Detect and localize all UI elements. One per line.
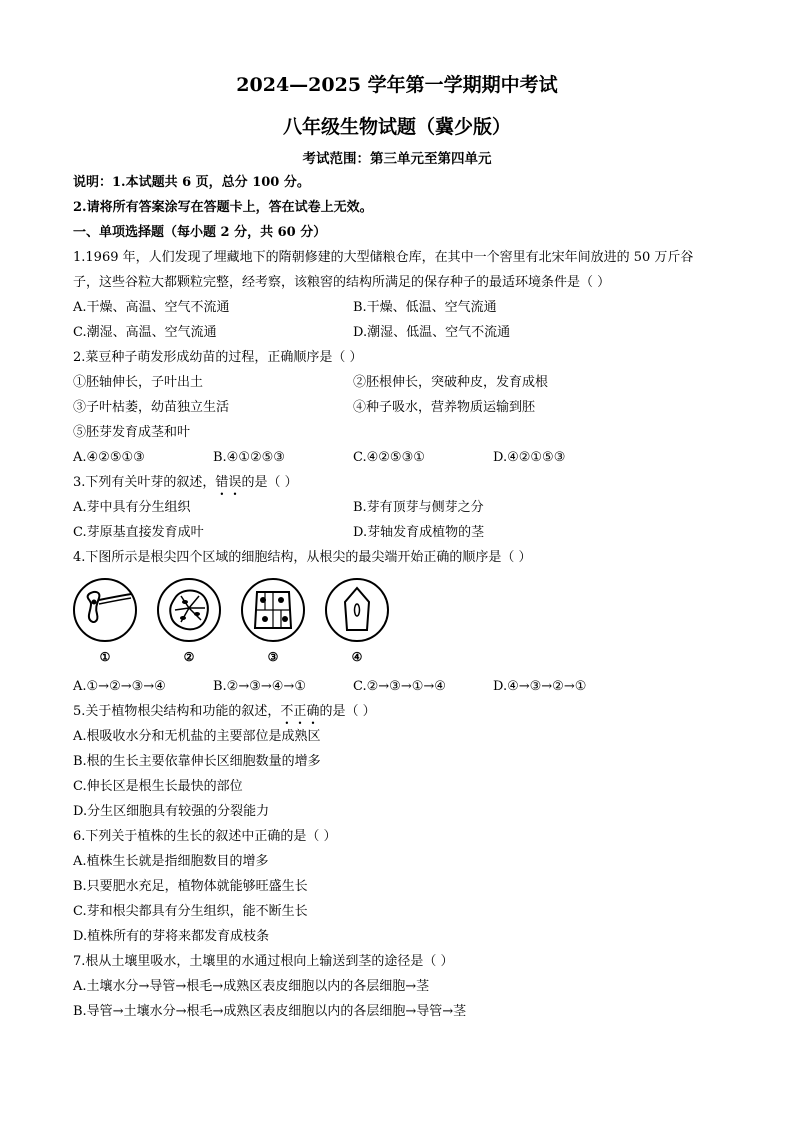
q5-stem [73, 703, 376, 721]
q5-stem-text: 5.关于植物根尖结构和功能的叙述， [73, 704, 281, 719]
emphasis-char: 不 [280, 704, 294, 719]
root-hair-cell-diagram [73, 578, 137, 642]
root-tip-cells-figure [73, 578, 393, 673]
q2-step-3: ③子叶枯萎，幼苗独立生活 [73, 400, 230, 415]
q1-option-d: D.潮湿、低温、空气不流通 [353, 325, 511, 340]
q3-option-b: B.芽有顶芽与侧芽之分 [353, 500, 484, 515]
section-heading: 一、单项选择题（每小题 2 分，共 60 分） [73, 225, 327, 240]
exam-subtitle: 八年级生物试题（冀少版） [282, 116, 511, 138]
q2-stem: 2.菜豆种子萌发形成幼苗的过程，正确顺序是（ ） [73, 350, 363, 365]
q4-stem: 4.下图所示是根尖四个区域的细胞结构，从根尖的最尖端开始正确的顺序是（ ） [73, 550, 532, 565]
q5-stem-text: 的是（ ） [319, 704, 376, 719]
elongation-cell-diagram [325, 578, 389, 642]
q1-option-b: B.干燥、低温、空气流通 [353, 300, 497, 315]
q2-step-1: ①胚轴伸长，子叶出土 [73, 375, 204, 390]
root-cap-cells-diagram [157, 578, 221, 642]
q6-stem: 6.下列关于植株的生长的叙述中正确的是（ ） [73, 829, 337, 844]
q1-stem-line2: 子，这些谷粒大都颗粒完整，经考察，该粮窖的结构所满足的保存种子的最适环境条件是（ ） [73, 275, 611, 290]
q6-option-d: D.植株所有的芽将来都发育成枝条 [73, 929, 270, 944]
q3-option-a: A.芽中具有分生组织 [73, 500, 191, 515]
note-2: 2.请将所有答案涂写在答题卡上，答在试卷上无效。 [73, 200, 373, 215]
emphasis-char: 误 [228, 475, 242, 490]
q5-option-a: A.根吸收水分和无机盐的主要部位是成熟区 [73, 729, 321, 744]
q7-option-a: A.土壤水分→导管→根毛→成熟区表皮细胞以内的各层细胞→茎 [73, 979, 430, 994]
q2-option-a: A.④②⑤①③ [73, 450, 145, 465]
q3-stem [73, 474, 298, 492]
exam-title: 2024—2025 学年第一学期期中考试 [236, 74, 558, 96]
q3-stem-text: 的是（ ） [241, 475, 298, 490]
q3-stem-text: 3.下列有关叶芽的叙述， [73, 475, 216, 490]
figure-label-4: ④ [351, 650, 363, 664]
q4-option-c: C.②→③→①→④ [353, 679, 446, 694]
meristem-cells-diagram [241, 578, 305, 642]
q4-option-a: A.①→②→③→④ [73, 679, 166, 694]
q1-stem-line1: 1.1969 年，人们发现了埋藏地下的隋朝修建的大型储粮仓库，在其中一个窖里有北宋年间放进的 50 万斤谷 [73, 250, 694, 265]
note-1: 说明：1.本试题共 6 页，总分 100 分。 [73, 175, 310, 190]
q5-option-c: C.伸长区是根生长最快的部位 [73, 779, 243, 794]
q2-step-5: ⑤胚芽发育成茎和叶 [73, 425, 191, 440]
q1-option-a: A.干燥、高温、空气不流通 [73, 300, 230, 315]
q2-step-4: ④种子吸水，营养物质运输到胚 [353, 400, 536, 415]
q4-option-d: D.④→③→②→① [493, 679, 587, 694]
emphasis-char: 错 [215, 475, 229, 490]
exam-scope: 考试范围：第三单元至第四单元 [302, 151, 492, 167]
q2-option-d: D.④②①⑤③ [493, 450, 566, 465]
q4-option-b: B.②→③→④→① [213, 679, 306, 694]
q6-option-b: B.只要肥水充足，植物体就能够旺盛生长 [73, 879, 308, 894]
figure-label-2: ② [183, 650, 195, 664]
q5-option-b: B.根的生长主要依靠伸长区细胞数量的增多 [73, 754, 321, 769]
emphasis-char: 正 [293, 704, 307, 719]
q6-option-a: A.植株生长就是指细胞数目的增多 [73, 854, 269, 869]
figure-label-3: ③ [267, 650, 279, 664]
q7-stem: 7.根从土壤里吸水，土壤里的水通过根向上输送到茎的途径是（ ） [73, 954, 454, 969]
q2-option-c: C.④②⑤③① [353, 450, 425, 465]
figure-label-1: ① [99, 650, 111, 664]
q3-option-c: C.芽原基直接发育成叶 [73, 525, 204, 540]
q2-option-b: B.④①②⑤③ [213, 450, 285, 465]
emphasis-char: 确 [306, 704, 320, 719]
q7-option-b: B.导管→土壤水分→根毛→成熟区表皮细胞以内的各层细胞→导管→茎 [73, 1004, 467, 1019]
q1-option-c: C.潮湿、高温、空气流通 [73, 325, 217, 340]
q2-step-2: ②胚根伸长，突破种皮，发育成根 [353, 375, 549, 390]
q6-option-c: C.芽和根尖都具有分生组织，能不断生长 [73, 904, 308, 919]
q5-option-d: D.分生区细胞具有较强的分裂能力 [73, 804, 270, 819]
q3-option-d: D.芽轴发育成植物的茎 [353, 525, 485, 540]
